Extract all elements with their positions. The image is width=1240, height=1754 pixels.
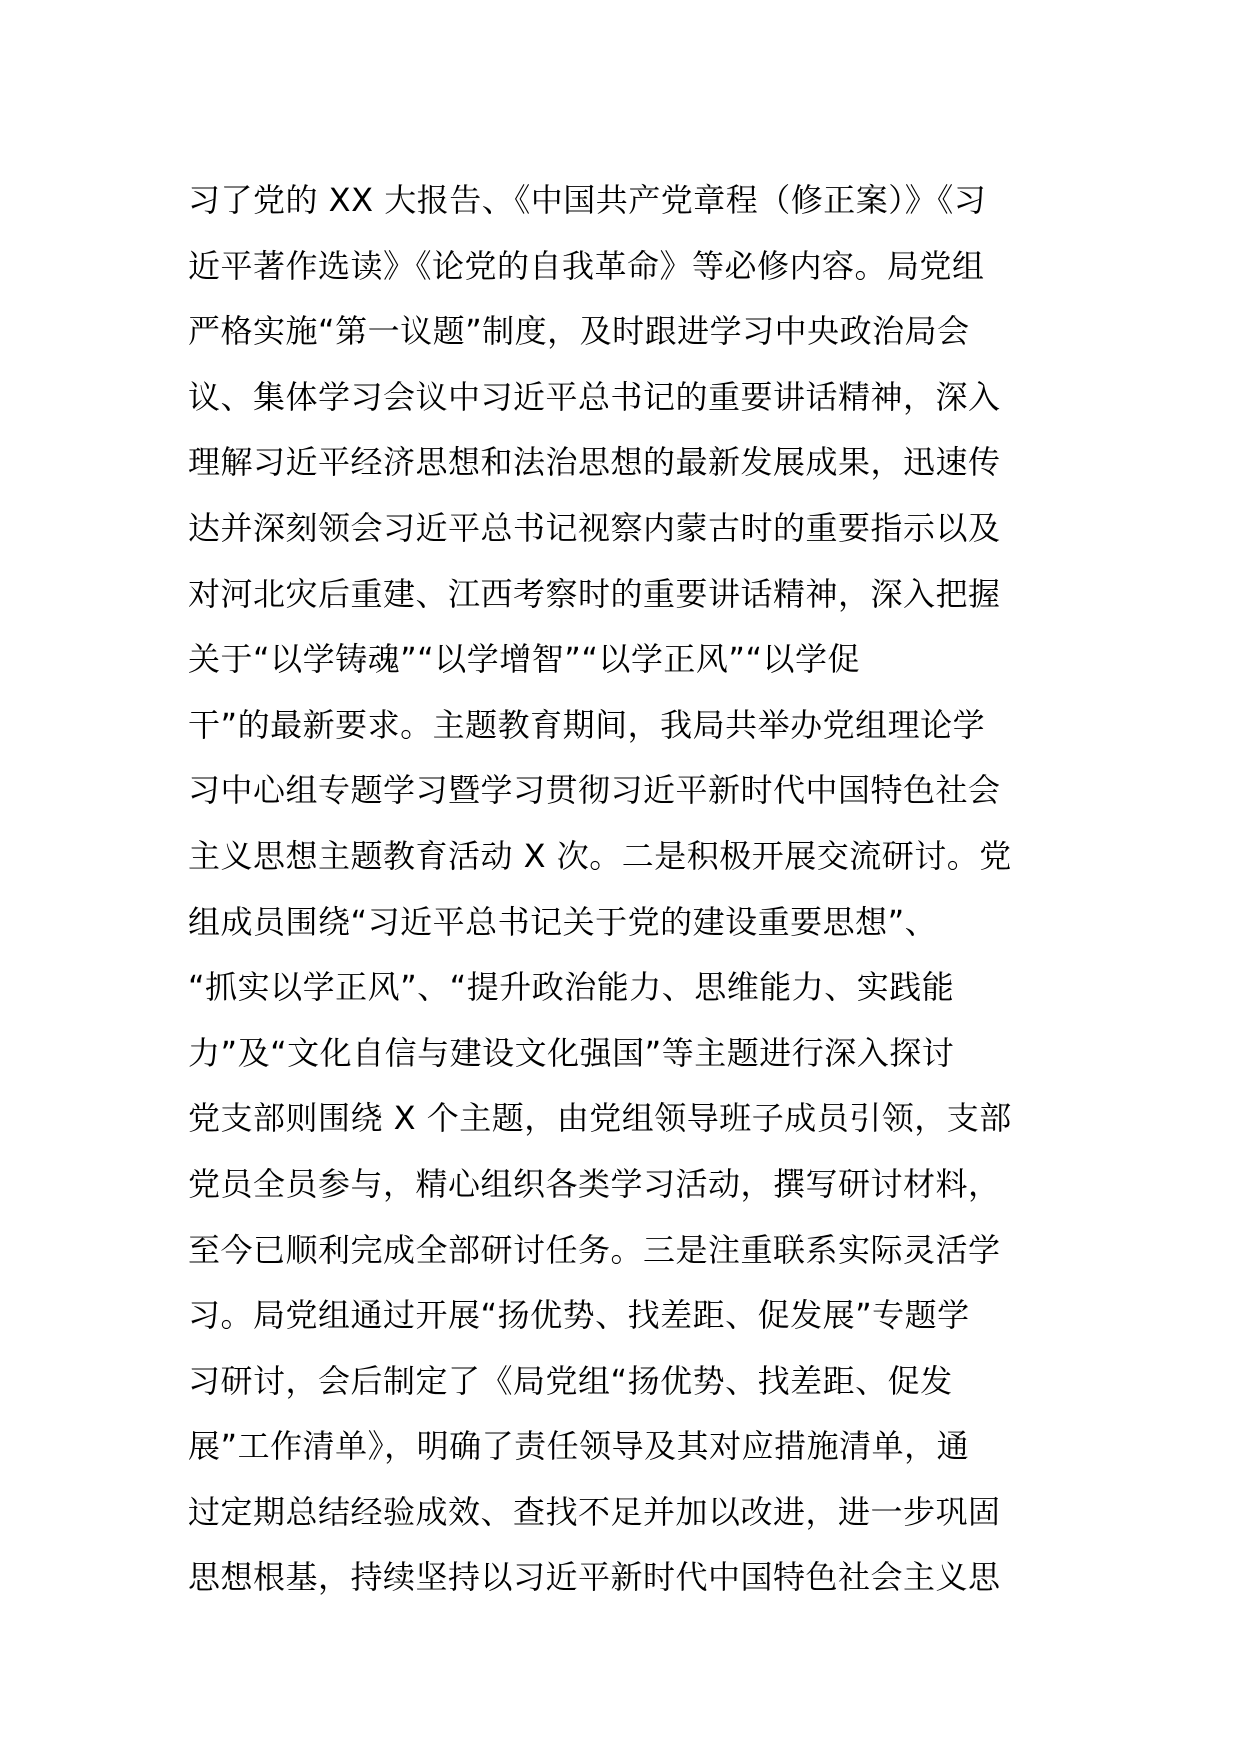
text-line: 习。局党组通过开展“扬优势、找差距、促发展”专题学 [188, 1296, 970, 1335]
text-line: 力”及“文化自信与建设文化强国”等主题进行深入探讨 [188, 1033, 955, 1072]
text-line: 干”的最新要求。主题教育期间，我局共举办党组理论学 [188, 705, 986, 744]
text-line: 过定期总结经验成效、查找不足并加以改进，进一步巩固 [188, 1492, 1001, 1531]
text-line: 展”工作清单》，明确了责任领导及其对应措施清单，通 [188, 1427, 970, 1466]
text-line: “抓实以学正风”、“提升政治能力、思维能力、实践能 [188, 968, 955, 1007]
text-line: 思想根基，持续坚持以习近平新时代中国特色社会主义思 [188, 1558, 1001, 1597]
text-line: 议、集体学习会议中习近平总书记的重要讲话精神，深入 [188, 377, 1001, 416]
body-text [188, 168, 1068, 1611]
text-line: 党员全员参与，精心组织各类学习活动，撰写研讨材料， [188, 1164, 1001, 1203]
text-line: 近平著作选读》《论党的自我革命》等必修内容。局党组 [188, 246, 985, 285]
text-line: 党支部则围绕 X 个主题，由党组领导班子成员引领，支部 [188, 1099, 1012, 1138]
text-line: 严格实施“第一议题”制度，及时跟进学习中央政治局会 [188, 312, 970, 351]
text-line: 组成员围绕“习近平总书记关于党的建设重要思想”、 [188, 902, 938, 941]
text-line: 习研讨，会后制定了《局党组“扬优势、找差距、促发 [188, 1361, 953, 1400]
text-line: 习中心组专题学习暨学习贯彻习近平新时代中国特色社会 [188, 771, 1001, 810]
text-line: 达并深刻领会习近平总书记视察内蒙古时的重要指示以及 [188, 508, 1001, 547]
text-line: 主义思想主题教育活动 X 次。二是积极开展交流研讨。党 [188, 836, 1012, 875]
text-line: 至今已顺利完成全部研讨任务。三是注重联系实际灵活学 [188, 1230, 1001, 1269]
text-line: 习了党的 XX 大报告、《中国共产党章程（修正案）》《习 [188, 181, 987, 219]
text-line: 理解习近平经济思想和法治思想的最新发展成果，迅速传 [188, 443, 1001, 482]
text-line: 对河北灾后重建、江西考察时的重要讲话精神，深入把握 [188, 574, 1001, 613]
text-line: 关于“以学铸魂”“以学增智”“以学正风”“以学促 [188, 640, 861, 679]
